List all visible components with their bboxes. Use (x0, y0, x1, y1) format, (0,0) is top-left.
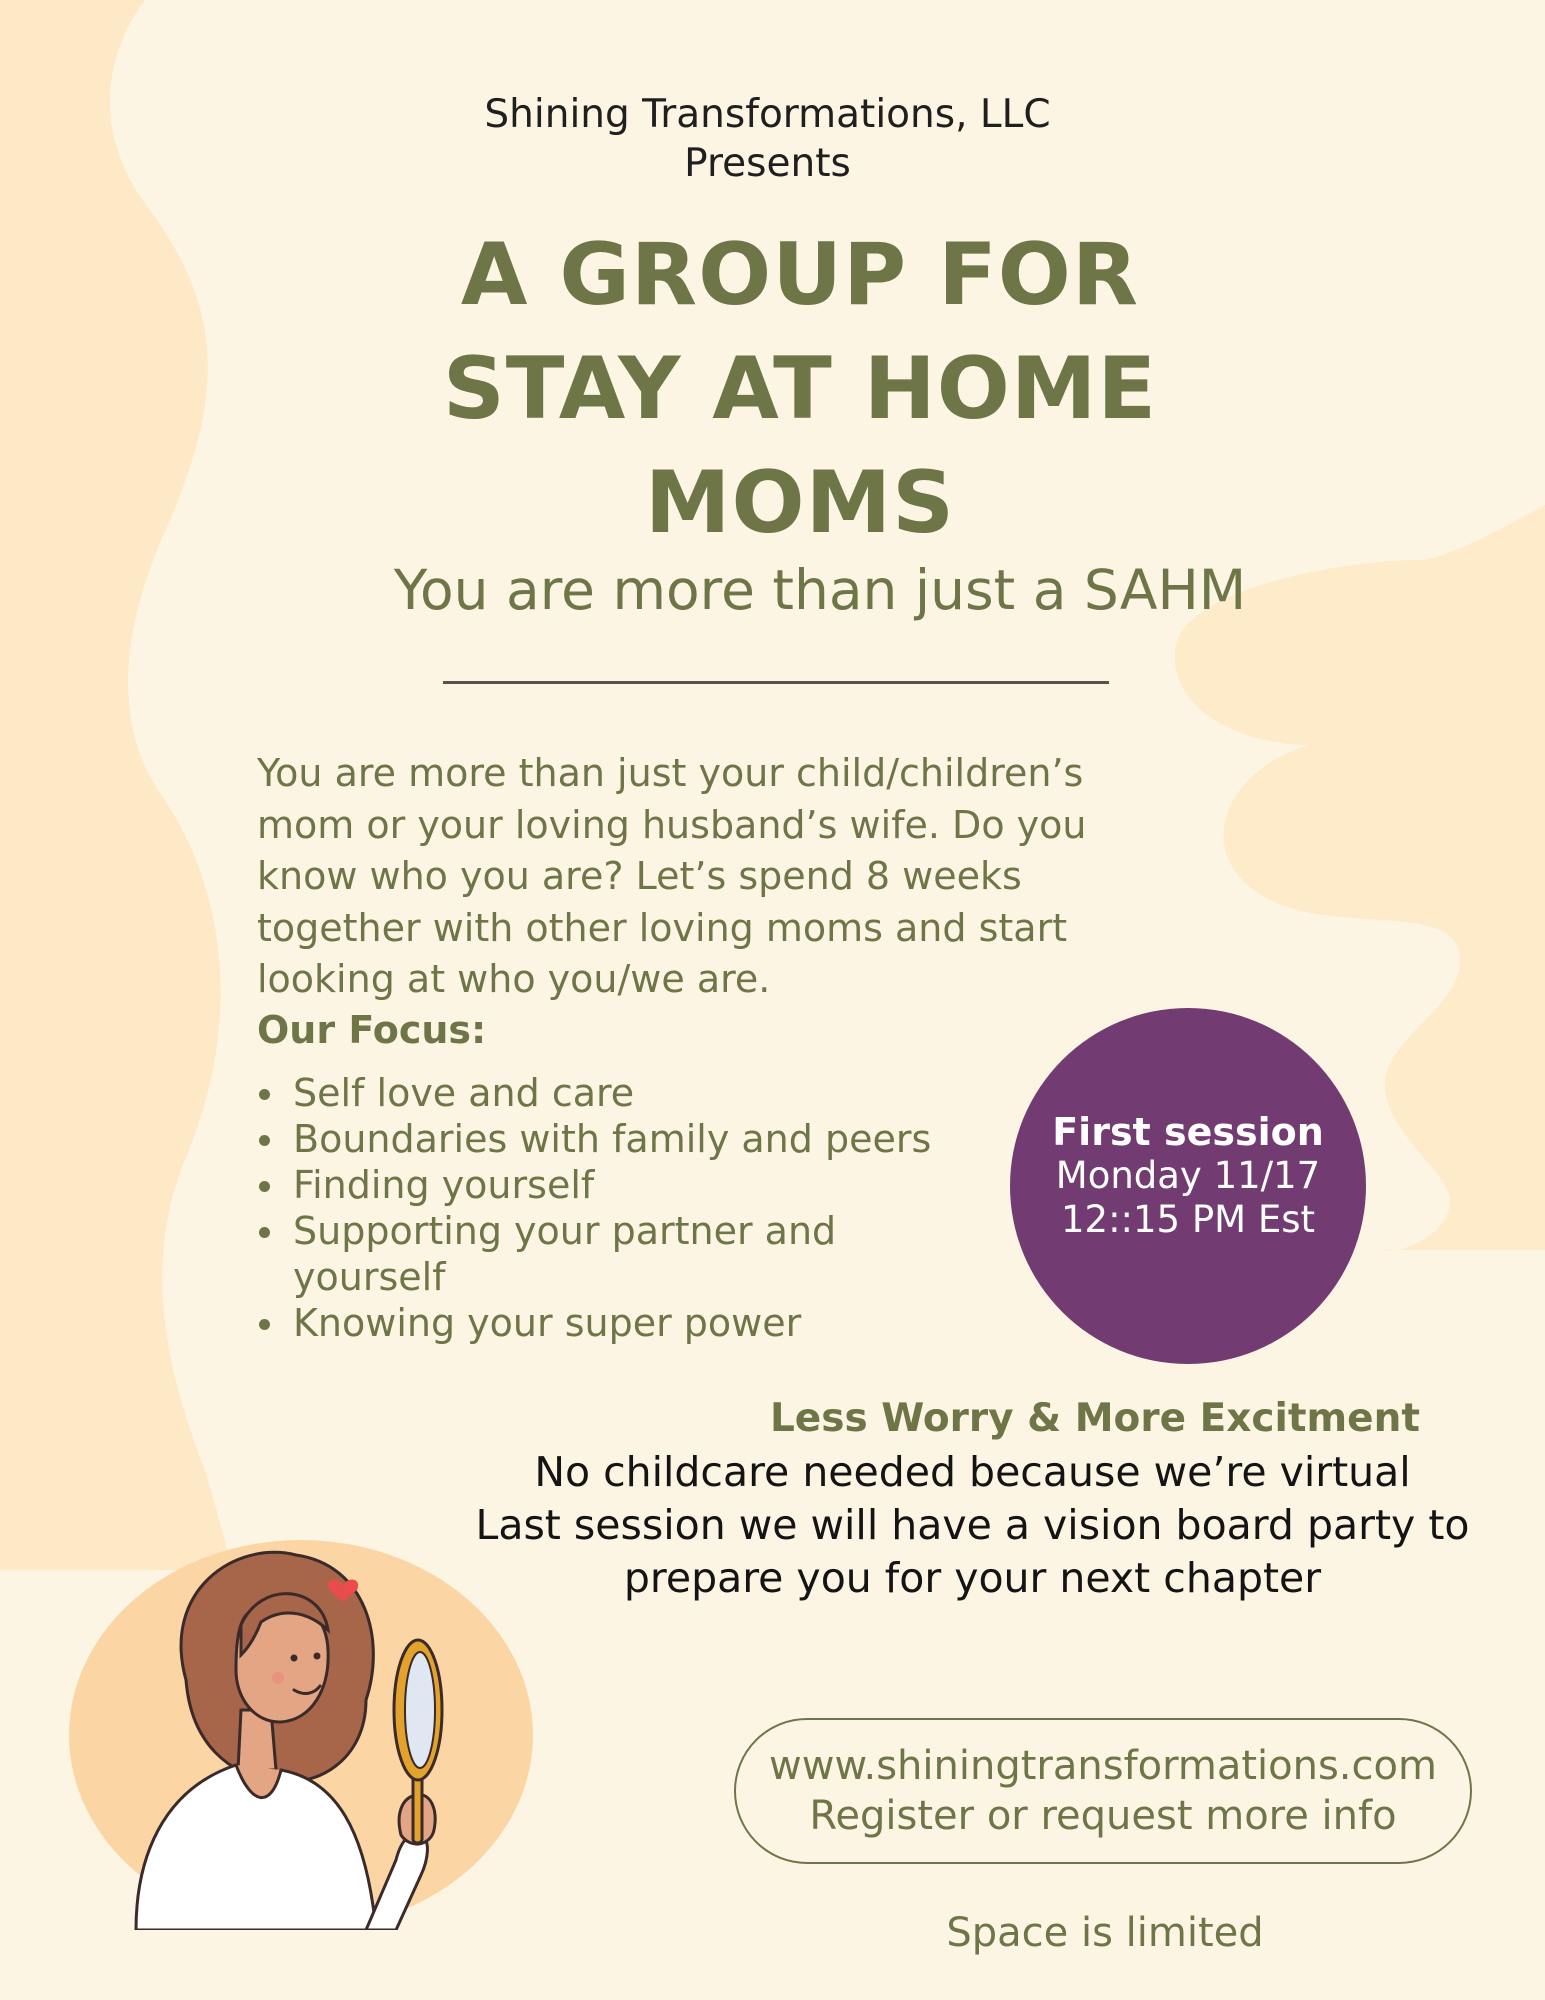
focus-item: Boundaries with family and peers (257, 1116, 1017, 1162)
session-heading: First session (1052, 1110, 1324, 1154)
company-header (300, 90, 1235, 188)
page-title (300, 218, 1300, 560)
intro-paragraph: You are more than just your child/children’s mom or your loving husband’s wife. Do you know who you are? Let’s spend 8 weeks together with other loving moms and start looking at who you/we are. (257, 751, 1087, 1001)
website-url[interactable]: www.shiningtransformations.com (769, 1743, 1437, 1789)
subtitle: You are more than just a SAHM (393, 558, 1247, 622)
company-name: Shining Transformations, LLC (484, 92, 1051, 137)
presents-label: Presents (684, 141, 851, 186)
focus-item: Knowing your super power (257, 1300, 1017, 1346)
title-line-2: STAY AT HOME (442, 339, 1158, 439)
register-link[interactable] (734, 1718, 1472, 1864)
session-date: Monday 11/17 (1055, 1154, 1321, 1197)
focus-item: Supporting your partner and yourself (257, 1208, 893, 1300)
detail-virtual: No childcare needed because we’re virtual (534, 1448, 1411, 1496)
space-limited-note: Space is limited (946, 1910, 1264, 1956)
register-cta: Register or request more info (809, 1793, 1397, 1839)
first-session-badge (1010, 1008, 1366, 1364)
session-time: 12::15 PM Est (1060, 1198, 1315, 1241)
focus-item: Self love and care (257, 1070, 1017, 1116)
divider (443, 681, 1109, 684)
focus-item: Finding yourself (257, 1162, 1017, 1208)
details-block (430, 1446, 1515, 1605)
woman-with-mirror-icon (66, 1530, 536, 1930)
tagline: Less Worry & More Excitment (769, 1396, 1421, 1441)
left-wave-shape (0, 0, 232, 1570)
focus-list (257, 1070, 1017, 1346)
detail-vision-board: Last session we will have a vision board party to prepare you for your next chapter (475, 1501, 1470, 1602)
focus-title: Our Focus: (257, 1008, 487, 1052)
title-line-1: A GROUP FOR (460, 225, 1140, 325)
title-line-3: MOMS (644, 453, 956, 553)
